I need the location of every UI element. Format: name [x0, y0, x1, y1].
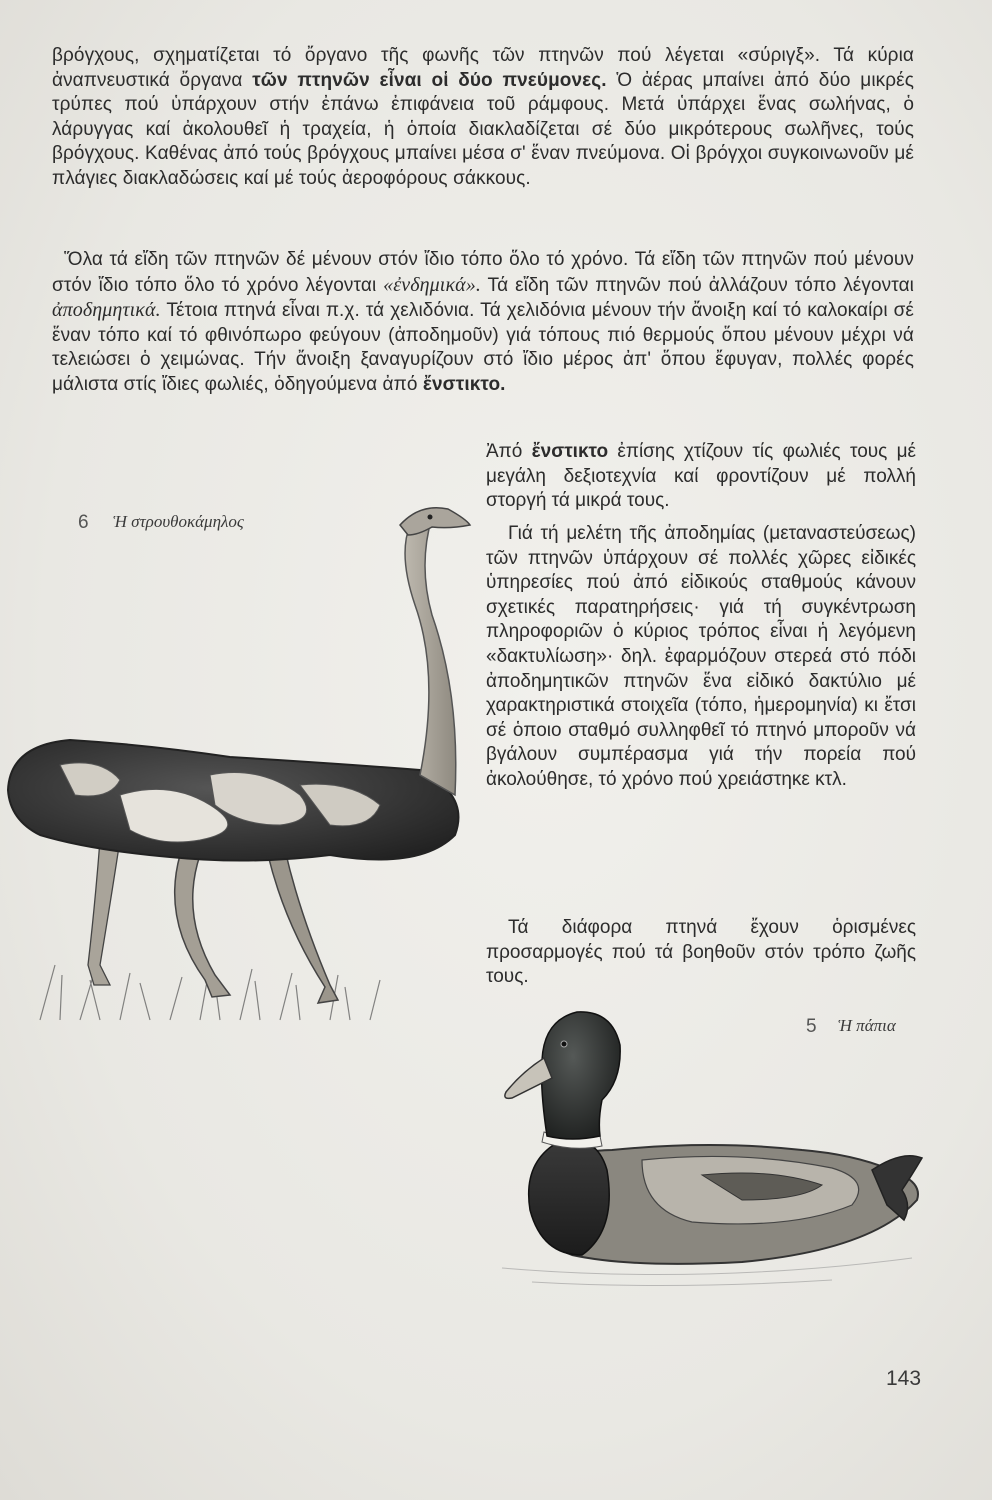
- bold-term: τῶν πτηνῶν εἶναι οἱ δύο πνεύμονες.: [252, 69, 607, 91]
- ostrich-illustration: [0, 495, 480, 1025]
- bold-term: ἔνστικτο.: [422, 373, 506, 395]
- figure-caption-ostrich: Ἡ στρουθοκάμηλος: [113, 512, 244, 531]
- figure-caption-duck: Ἡ πάπια: [838, 1016, 896, 1035]
- paragraph-migration: [52, 248, 914, 398]
- text-run: ἐπίσης χτίζουν τίς φωλιές τους μέ μεγάλη δεξιοτεχνία καί φροντίζουν μέ πολλή στοργή τά μικρά τους.: [486, 441, 916, 512]
- bold-term: ἔνστικτο: [531, 441, 609, 462]
- text-run: Τά εἴδη τῶν πτηνῶν πού ἀλλάζουν τόπο λέγονται: [480, 274, 914, 296]
- italic-term: ἀποδημητικά.: [52, 299, 161, 322]
- paragraph-instinct: [486, 440, 916, 514]
- page-number: 143: [886, 1367, 922, 1390]
- text-run: Ὅλα τά εἴδη τῶν πτηνῶν δέ μένουν στόν ἴδιο τόπο ὅλο τό χρόνο. Τά εἴδη τῶν πτηνῶν πού μένουν στόν ἴδιο τόπο ὅλο τό χρόνο λέγονται: [52, 249, 914, 296]
- text-run: Ὁ ἀέρας μπαίνει ἀπό δύο μικρές τρύπες πού ὑπάρχουν στήν ἐπάνω ἐπιφάνεια τοῦ ράμφους. Μετά ὑπάρχει ἕνας σωλήνας, ὁ λάρυγγας καί ἀκολουθεῖ ἡ τραχεία, ἡ ὁποία διακλαδίζεται σέ δύο μικρότερους σωλῆνες, τούς βρόγχους. Καθένας ἀπό τούς βρόγχους μπαίνει μέσα σ' ἕναν πνεύμονα. Οἱ βρόγχοι συγκοινωνοῦν μέ πλάγιες διακλαδώσεις καί μέ τούς ἀεροφόρους σάκκους.: [52, 69, 915, 189]
- paragraph-adaptations: Τά διάφορα πτηνά ἔχουν ὁρισμένες προσαρμογές πού τά βοηθοῦν στόν τρόπο ζωῆς τους.: [486, 917, 916, 988]
- paragraph-ringing: Γιά τή μελέτη τῆς ἀποδημίας (μεταναστεύσεως) τῶν πτηνῶν ὑπάρχουν σέ πολλές χῶρες εἰδικές ὑπηρεσίες πού ἀπό εἰδικούς σταθμούς κάνουν σχετικές παρατηρήσεις· γιά τή συγκέντρωση πληροφοριῶν ὁ κύριος τρόπος εἶναι ἡ λεγόμενη «δακτυλίωση»· δηλ. ἐφαρμόζουν στερεά στό πόδι ἀποδημητικῶν πτηνῶν ἕνα εἰδικό δακτύλιο μέ χαρακτηριστικά στοιχεῖα (τόπο, ἡμερομηνία) κι ἔτσι σέ ὁποιο σταθμό συλληφθεῖ τό πτηνό μποροῦν νά βγάλουν συμπέρασμα γιά τήν πορεία πού ἀκολούθησε, τό χρόνο πού χρειάστηκε κτλ.: [486, 523, 916, 790]
- duck-illustration: [492, 1000, 932, 1290]
- italic-term: «ἐνδημικά».: [383, 273, 481, 296]
- paragraph-respiration: [52, 44, 914, 192]
- text-run: βρόγχους, σχηματίζεται τό ὄργανο τῆς φωνῆς τῶν πτηνῶν πού λέγεται «σύριγξ». Τά κύρια ἀναπνευστικά ὄργανα: [52, 45, 914, 91]
- text-run: Ἀπό: [486, 441, 532, 462]
- figure-number-ostrich: 6: [78, 512, 89, 533]
- text-run: Τέτοια πτηνά εἶναι π.χ. τά χελιδόνια. Τά χελιδόνια μένουν τήν ἄνοιξη καί τό καλοκαίρι σέ ἕναν τόπο καί τό φθινόπωρο φεύγουν (ἀποδημοῦν) γιά τόπους πιό θερμούς ὅπου μένουν μέχρι νά τελειώσει ὁ χειμώνας. Τήν ἄνοιξη ξαναγυρίζουν στό ἴδιο μέρος ἀπ' ὅπου ἔφυγαν, πολλές φορές μάλιστα στίς ἴδιες φωλιές, ὁδηγούμενα ἀπό: [52, 300, 914, 395]
- figure-number-duck: 5: [806, 1016, 817, 1037]
